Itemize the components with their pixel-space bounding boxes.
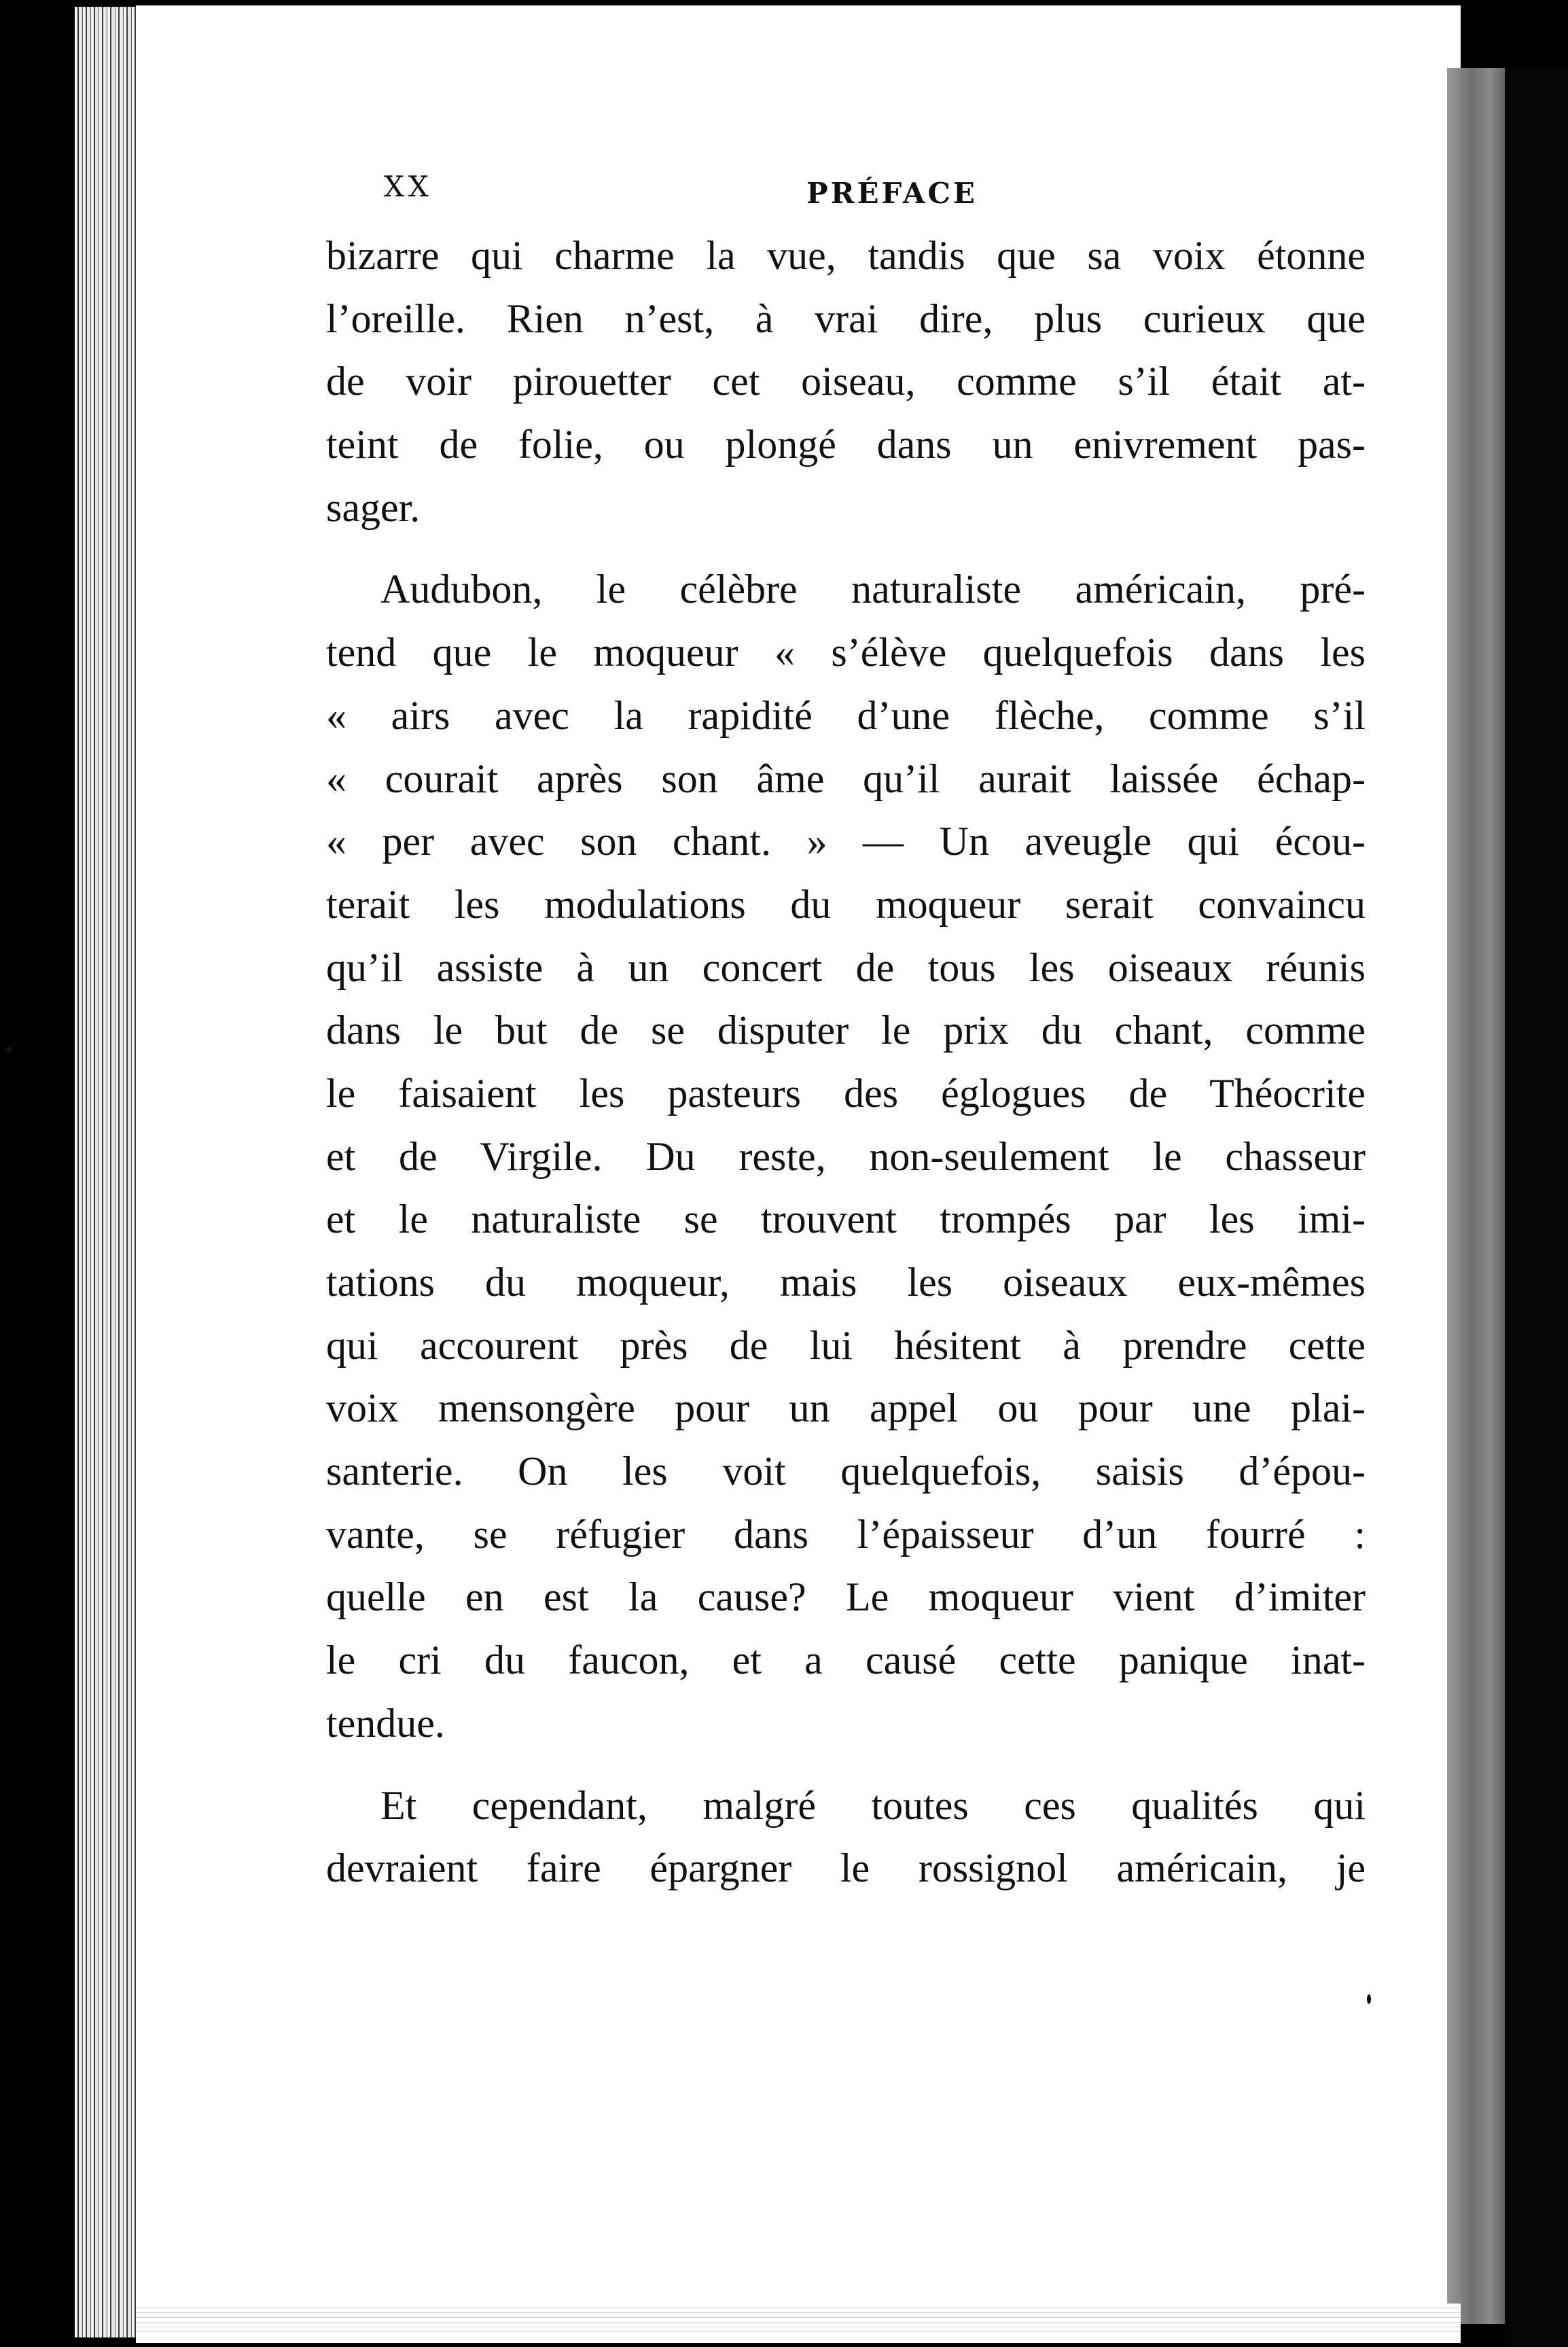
text-line: voix mensongère pour un appel ou pour une plai- [326,1386,1366,1431]
text-line: dans le but de se disputer le prix du chant, comme [326,1008,1366,1053]
text-line: de voir pirouetter cet oiseau, comme s’il était at- [326,359,1366,404]
ink-speck [1367,1994,1371,2004]
paragraph-2 [326,558,1366,1754]
text-line: tend que le moqueur « s’élève quelquefois dans les [326,630,1366,675]
text-line: Et cependant, malgré toutes ces qualités qui [380,1782,1366,1828]
page-number: XX [384,170,433,203]
text-line: Audubon, le célèbre naturaliste américain, pré- [380,567,1366,612]
bottom-page-edges [136,2304,1461,2334]
text-line: devraient faire épargner le rossignol américain, je [326,1846,1366,1891]
text-line: teint de folie, ou plongé dans un enivrement pas- [326,422,1366,467]
text-line: bizarre qui charme la vue, tandis que sa voix étonne [326,233,1366,278]
text-line: « airs avec la rapidité d’une flèche, comme s’il [326,692,1366,738]
text-line: le faisaient les pasteurs des églogues de Théocrite [326,1070,1366,1116]
text-line: et le naturaliste se trouvent trompés par les imi- [326,1197,1366,1242]
text-line: quelle en est la cause? Le moqueur vient d’imiter [326,1574,1366,1620]
ink-speck [5,1046,12,1053]
body-text [326,224,1366,1900]
text-line: tations du moqueur, mais les oiseaux eux-mêmes [326,1260,1366,1305]
text-line: l’oreille. Rien n’est, à vrai dire, plus curieux que [326,296,1366,341]
text-line: sager. [326,484,421,530]
paragraph-gap [326,1755,1366,1774]
text-line: tendue. [326,1700,445,1746]
running-title: PRÉFACE [806,177,978,210]
text-line: le cri du faucon, et a causé cette panique inat- [326,1638,1366,1683]
text-line: « per avec son chant. » — Un aveugle qui écou- [326,819,1366,864]
text-line: qu’il assiste à un concert de tous les oiseaux réunis [326,945,1366,990]
text-line: qui accourent près de lui hésitent à prendre cette [326,1322,1366,1368]
text-line: « courait après son âme qu’il aurait laissée échap- [326,756,1366,801]
text-line: santerie. On les voit quelquefois, saisis d’épou- [326,1449,1366,1494]
paragraph-1 [326,224,1366,539]
right-page-shadow [1447,68,1508,2324]
text-line: terait les modulations du moqueur serait convaincu [326,881,1366,927]
text-line: vante, se réfugier dans l’épaisseur d’un fourré : [326,1511,1366,1557]
text-line: et de Virgile. Du reste, non-seulement le chasseur [326,1133,1366,1179]
running-header [384,163,1362,211]
right-background [1505,68,1568,2347]
paragraph-gap [326,539,1366,558]
paragraph-3 [326,1774,1366,1900]
